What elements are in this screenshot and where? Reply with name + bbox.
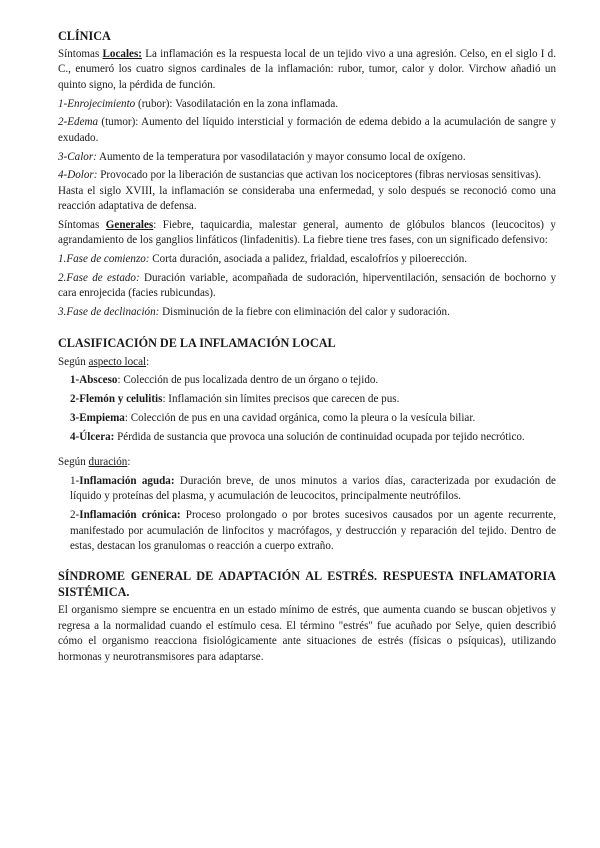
subheading-suffix: : (146, 355, 150, 368)
subheading-prefix: Según (58, 456, 89, 469)
item-text: Duración breve, de unos minutos a varios días, caracterizada por exudación de líquido y proteínas del plasma, y acumulación de leucocitos, principalmente neutrófilos. (70, 475, 556, 503)
paragraph-sintomas-locales (58, 47, 556, 93)
sign-term: 4-Dolor: (58, 169, 98, 182)
sintomas-locales-prefix: Síntomas (58, 48, 103, 60)
sign-item (58, 97, 556, 112)
paragraph-history: Hasta el siglo XVIII, la inflamación se consideraba una enfermedad, y solo después se reconoció como una reacción adaptativa de defensa. (58, 184, 556, 213)
phase-term: 2.Fase de estado: (58, 272, 140, 285)
duracion-item (58, 474, 556, 505)
phase-text: Corta duración, asociada a palidez, frialdad, escalofríos y piloerección. (149, 253, 468, 266)
subheading-prefix: Según (58, 355, 89, 368)
sign-item (58, 115, 556, 146)
item-text: : Colección de pus en una cavidad orgánica, como la pleura o la vesícula biliar. (124, 412, 476, 425)
item-number: 2- (70, 509, 80, 522)
sign-text: (tumor): Aumento del líquido intersticial y formación de edema debido a la acumulación de sangre y exudado. (58, 116, 556, 144)
item-number: 4- (70, 430, 80, 443)
phase-text: Duración variable, acompañada de sudoración, hiperventilación, sensación de bochorno y cara enrojecida (facies rubicundas). (58, 272, 556, 300)
subheading-aspecto-local (58, 355, 556, 370)
phase-item (58, 305, 556, 320)
aspecto-item (58, 411, 556, 426)
sign-term: 2-Edema (58, 116, 99, 129)
phase-item (58, 252, 556, 267)
sign-text: (rubor): Vasodilatación en la zona inflamada. (135, 97, 339, 110)
item-text: Proceso prolongado o por brotes sucesivos causados por un agente recurrente, manifestado por acumulación de linfocitos y macrófagos, y destrucción y reparación del tejido. Dentro de estas, destacan los granulomas o reacción a cuerpo extraño. (70, 509, 556, 553)
section-title-clinica: CLÍNICA (58, 29, 111, 43)
item-text: Pérdida de sustancia que provoca una solución de continuidad ocupada por tejido necrótico. (114, 430, 525, 443)
sintomas-locales-term: Locales: (102, 48, 142, 60)
item-term: Inflamación crónica: (79, 509, 181, 522)
sintomas-generales-prefix: Síntomas (58, 219, 106, 232)
sign-term: 1-Enrojecimiento (58, 97, 136, 110)
aspecto-item (58, 373, 556, 388)
subheading-term: aspecto local (88, 355, 147, 368)
item-number: 2- (70, 393, 80, 406)
sign-item (58, 168, 556, 183)
subheading-term: duración (88, 456, 128, 469)
subheading-suffix: : (127, 456, 131, 469)
sintomas-locales-text: La inflamación es la respuesta local de un tejido vivo a una agresión. Celso, en el siglo I d. C., enumeró los cuatro signos cardinales de la inflamación: rubor, tumor, calor y dolor. Virchow añadió un quinto signo, la pérdida de función. (58, 48, 556, 91)
sintomas-generales-text: : Fiebre, taquicardia, malestar general, aumento de glóbulos blancos (leucocitos) y agrandamiento de los ganglios linfáticos (linfadenitis). La fiebre tiene tres fases, con un significado defensivo: (58, 219, 556, 247)
item-term: Empiema (79, 412, 125, 425)
item-term: Absceso (79, 374, 118, 387)
item-text: : Inflamación sin límites precisos que carecen de pus. (162, 393, 400, 406)
phase-text: Disminución de la fiebre con eliminación del calor y sudoración. (159, 306, 450, 319)
item-number: 3- (70, 412, 80, 425)
item-term: Úlcera: (79, 430, 115, 443)
sign-text: Provocado por la liberación de sustancias que activan los nociceptores (fibras nerviosas sensitivas). (97, 169, 542, 182)
item-text: : Colección de pus localizada dentro de un órgano o tejido. (117, 374, 379, 387)
item-term: Inflamación aguda: (79, 475, 175, 488)
section-title-clasificacion: CLASIFICACIÓN DE LA INFLAMACIÓN LOCAL (58, 335, 336, 350)
phase-term: 3.Fase de declinación: (58, 306, 160, 319)
aspecto-item (58, 430, 556, 445)
subheading-duracion (58, 455, 556, 470)
section-title-sindrome: SÍNDROME GENERAL DE ADAPTACIÓN AL ESTRÉS. RESPUESTA INFLAMATORIA SISTÉMICA. (58, 569, 556, 600)
sintomas-generales-term: Generales (105, 219, 154, 232)
aspecto-item (58, 392, 556, 407)
sign-term: 3-Calor: (58, 150, 97, 163)
phase-term: 1.Fase de comienzo: (58, 253, 150, 266)
item-term: Flemón y celulitis (79, 393, 163, 406)
item-number: 1- (70, 374, 80, 387)
item-number: 1- (70, 475, 80, 488)
sign-text: Aumento de la temperatura por vasodilatación y mayor consumo local de oxígeno. (96, 150, 466, 163)
sign-item (58, 150, 556, 165)
paragraph-sintomas-generales (58, 218, 556, 249)
duracion-item (58, 508, 556, 554)
paragraph-sindrome: El organismo siempre se encuentra en un estado mínimo de estrés, que aumenta cuando se buscan objetivos y regresa a la normalidad cuando el estímulo cesa. El término "estrés" fue acuñado por Selye, quien describió cómo el organismo reacciona fisiológicamente ante situaciones de estrés (físicas o psíquicas), utilizando hormonas y neurotransmisores para adaptarse. (58, 604, 556, 663)
phase-item (58, 271, 556, 302)
document-page (58, 28, 556, 665)
